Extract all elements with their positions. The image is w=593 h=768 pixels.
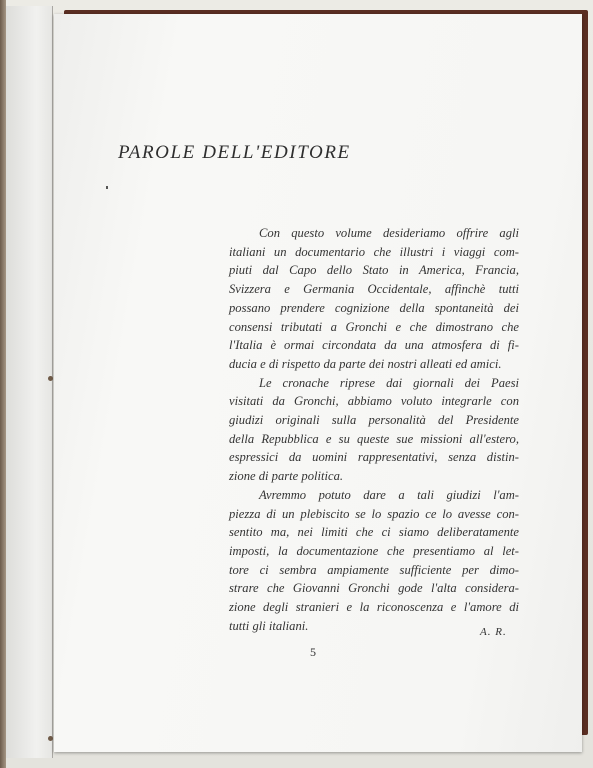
paragraph-1: [229, 224, 519, 374]
paragraph-3: [229, 486, 519, 636]
text-line: giudizi originali sulla personalità del Presidente: [229, 413, 519, 428]
text-line: Con questo volume desideriamo offrire agli: [259, 226, 519, 240]
text-line: piuti dal Capo dello Stato in America, Francia,: [229, 263, 519, 278]
text-line: Svizzera e Germania Occidentale, affinchè tutti: [229, 282, 519, 297]
text-line: possano prendere cognizione della spontaneità dei: [229, 300, 519, 315]
paragraph-2: [229, 374, 519, 486]
spine-stitch: [48, 376, 53, 381]
text-line: Avremmo potuto dare a tali giudizi l'am-: [259, 487, 519, 502]
text-line: italiani un documentario che illustri i viaggi com-: [229, 244, 519, 259]
text-line: piezza di un plebiscito se lo spazio ce lo avesse con-: [229, 506, 519, 521]
text-line: strare che Giovanni Gronchi gode l'alta considera-: [229, 581, 519, 596]
left-cover-edge: [0, 0, 6, 768]
page-title: PAROLE DELL'EDITORE: [118, 142, 351, 163]
text-line: zione di parte politica.: [229, 469, 344, 484]
text-line: della Repubblica e su queste sue missioni all'estero,: [229, 431, 519, 446]
text-line: imposti, la documentazione che presentiamo al let-: [229, 543, 519, 558]
left-page-edge: [0, 6, 53, 758]
text-line: visitati da Gronchi, abbiamo voluto integrarle con: [229, 394, 519, 409]
spine-stitch: [48, 736, 53, 741]
book-page: [54, 14, 582, 752]
text-line: tore ci sembra ampiamente sufficiente per dimo-: [229, 562, 519, 577]
text-line: l'Italia è ormai circondata da una atmosfera di fi-: [229, 338, 519, 353]
page-number: 5: [310, 645, 316, 659]
body-text: [229, 224, 519, 635]
text-line: espressici da uomini rappresentativi, senza distin-: [229, 450, 519, 465]
text-line: tutti gli italiani.: [229, 618, 309, 633]
paper-speck: [106, 186, 108, 189]
text-line: ducia e di rispetto da parte dei nostri alleati ed amici.: [229, 356, 502, 371]
text-line: zione degli stranieri e la riconoscenza e l'amore di: [229, 600, 519, 615]
text-line: Le cronache riprese dai giornali dei Paesi: [259, 375, 519, 390]
author-signature: A. R.: [480, 626, 507, 638]
text-line: consensi tributati a Gronchi e che dimostrano che: [229, 319, 519, 334]
text-line: sentito ma, nei limiti che ci siamo deliberatamente: [229, 525, 519, 540]
